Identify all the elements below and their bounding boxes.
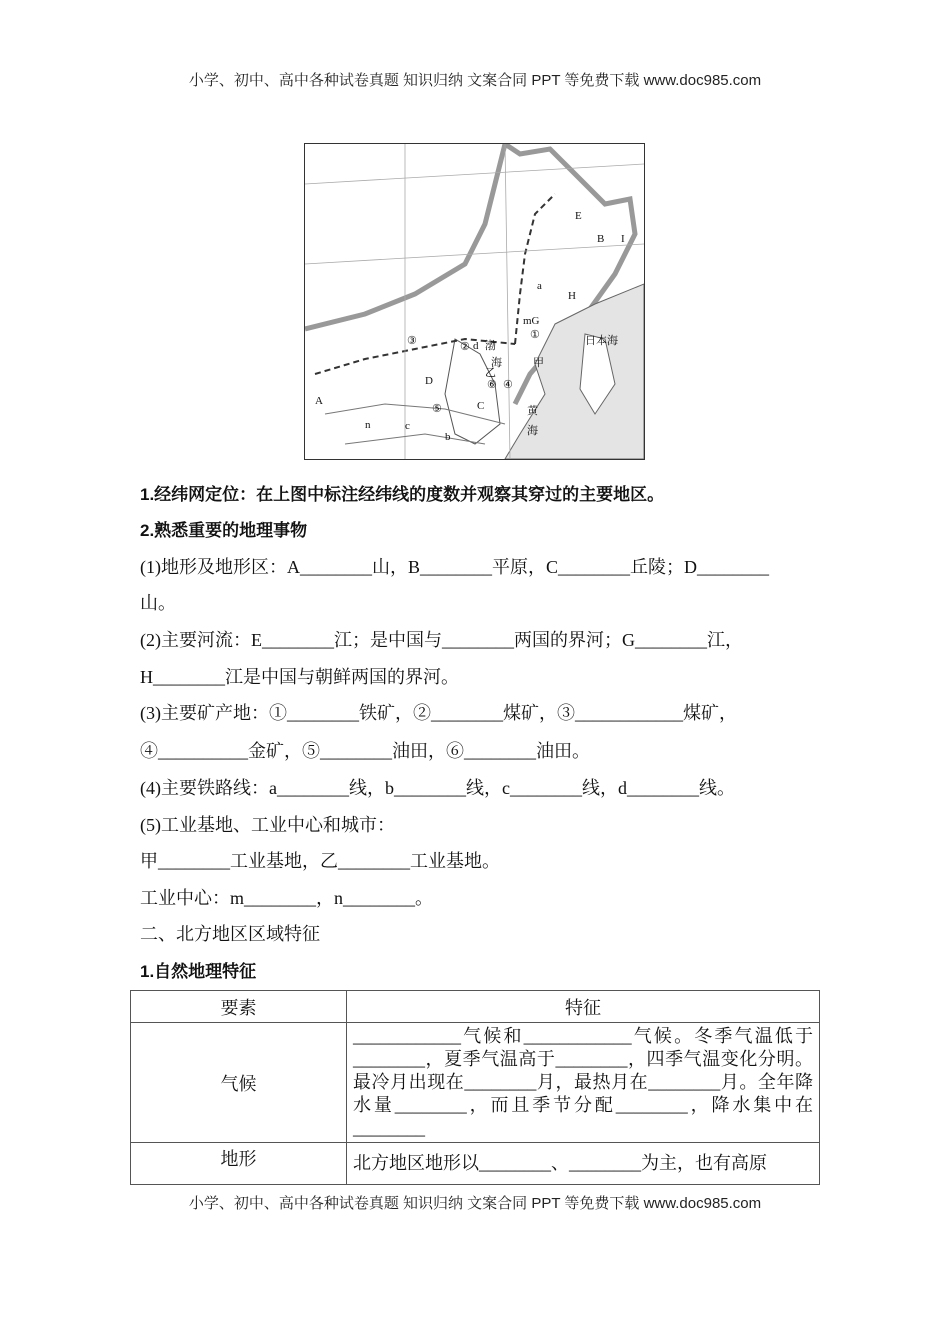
map-label: n — [365, 419, 371, 431]
map-label: b — [445, 431, 451, 443]
text-line: (3)主要矿产地：①________铁矿，②________煤矿，③____________煤矿， — [140, 703, 737, 723]
table-row — [131, 1023, 820, 1143]
map-label: a — [537, 280, 542, 292]
map-graphic — [305, 144, 644, 459]
table-cell-key: 气候 — [131, 1023, 347, 1143]
map-label: ③ — [407, 335, 417, 347]
table-cell-key: 地形 — [131, 1143, 347, 1185]
map-label: A — [315, 395, 323, 407]
natural-features-table — [130, 990, 820, 1185]
page-footer: 小学、初中、高中各种试卷真题 知识归纳 文案合同 PPT 等免费下载 www.doc985.com — [188, 1195, 762, 1212]
section-heading: 2.熟悉重要的地理事物 — [140, 521, 308, 540]
map-label: D — [425, 375, 433, 387]
text-line: ④__________金矿，⑤________油田，⑥________油田。 — [140, 741, 590, 761]
map-label: 黄 — [527, 405, 538, 417]
map-label: c — [405, 420, 410, 432]
map-label: 渤 — [485, 340, 496, 352]
map-label: ⑤ — [432, 403, 442, 415]
map-label: 海 — [491, 357, 502, 369]
page-header: 小学、初中、高中各种试卷真题 知识归纳 文案合同 PPT 等免费下载 www.doc985.com — [188, 72, 762, 89]
section-heading: 1.经纬网定位：在上图中标注经纬线的度数并观察其穿过的主要地区。 — [140, 485, 665, 504]
map-label: ⑥ — [487, 379, 497, 391]
map-label: C — [477, 400, 485, 412]
map-label: 海 — [527, 425, 538, 437]
section-heading: 二、北方地区区域特征 — [140, 924, 320, 944]
text-line: 山。 — [140, 593, 176, 613]
map-label: ① — [530, 329, 540, 341]
north-china-map — [304, 143, 645, 460]
map-label: 日本海 — [585, 335, 618, 347]
map-label: d — [473, 340, 479, 352]
map-label: 甲 — [533, 357, 544, 369]
map-label: E — [575, 210, 582, 222]
text-line: H________江是中国与朝鲜两国的界河。 — [140, 667, 459, 687]
map-label: mG — [523, 315, 540, 327]
table-header: 要素 — [131, 991, 347, 1023]
map-label: ④ — [503, 379, 513, 391]
table-cell-value: 北方地区地形以________、________为主，也有高原 — [347, 1143, 820, 1185]
text-line: (4)主要铁路线：a________线，b________线，c________线，d________线。 — [140, 778, 735, 798]
map-label: ② — [460, 341, 470, 353]
table-row — [131, 1143, 820, 1185]
text-line: (2)主要河流：E________江；是中国与________两国的界河；G________江， — [140, 630, 743, 650]
table-cell-value: ____________气候和____________气候。冬季气温低于________，夏季气温高于________，四季气温变化分明。最冷月出现在________月，最热月在________月。全年降水量________，而且季节分配________，降水集中在________ — [347, 1023, 820, 1143]
map-label: 乙 — [485, 367, 496, 379]
section-heading: 1.自然地理特征 — [140, 962, 257, 981]
map-label: H — [568, 290, 576, 302]
text-line: (5)工业基地、工业中心和城市： — [140, 815, 395, 835]
text-line: 工业中心：m________，n________。 — [140, 888, 434, 908]
text-line: (1)地形及地形区：A________山，B________平原，C________丘陵；D________ — [140, 557, 769, 577]
table-header: 特征 — [347, 991, 820, 1023]
map-label: B — [597, 233, 605, 245]
map-label: I — [621, 233, 625, 245]
text-line: 甲________工业基地，乙________工业基地。 — [140, 851, 500, 871]
